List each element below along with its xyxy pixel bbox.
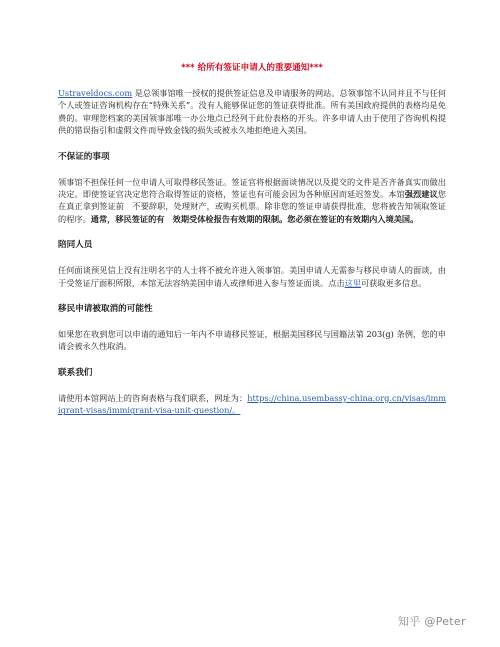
contact-paragraph (58, 392, 446, 417)
no-guarantee-text-1: 领事馆不担保任何一位申请人可取得移民签证。签证官将根据面谈情况以及提交的文件是否齐备真实而做出决定。即使签证官决定您符合取得签证的资格，签证也有可能会因为各种原因而延迟签发。本馆 (58, 176, 446, 200)
contact-heading: 联系我们 (58, 367, 93, 378)
intro-text: 是总领事馆唯一授权的提供签证信息及申请服务的网站。总领事馆不认同并且不与任何个人或签证咨询机构存在“特殊关系”。没有人能够保证您的签证获得批准。所有美国政府提供的表格均是免费的。审理您档案的美国领事部唯一办公地点已经列于此份表格的开头。许多申请人由于使用了咨询机构提供的错误指引和虚假文件而导致金钱的损失或被永久地拒绝进入美国。 (58, 88, 446, 136)
contact-url-link[interactable]: https://china.usembassy-china.org.cn/visas/immigrant-visas/immigrant-visa-unit-question/ (58, 392, 446, 416)
companions-heading: 陪同人员 (58, 240, 93, 251)
companions-paragraph (58, 264, 446, 289)
document-page (58, 62, 446, 417)
intro-paragraph (58, 87, 446, 137)
here-link[interactable]: 这里 (344, 277, 361, 288)
no-guarantee-paragraph (58, 176, 446, 226)
validity-note: 通常，移民签证的有 效期受体检报告有效期的限制。您必须在签证的有效期内入境美国。 (90, 213, 419, 224)
companions-text-after: 可获取更多信息。 (360, 277, 427, 288)
contact-text: 请使用本馆网站上的咨询表格与我们联系，网址为： (58, 392, 248, 403)
ustraveldocs-link[interactable]: Ustraveldocs.com (58, 88, 133, 98)
revocation-paragraph: 如果您在收到您可以申请的通知后一年内不申请移民签证，根据美国移民与国籍法第 203(g) 条例，您的申请会被永久性取消。 (58, 329, 446, 352)
no-guarantee-text-2: 您在真正拿到签证前 不要辞职，处理财产，或购买机票。除非您的签证申请获得批准，您将被告知领取签证的程序。 (58, 189, 446, 224)
strong-advice: 强烈建议 (404, 189, 438, 200)
companions-text: 任何面谈预见信上没有注明名字的人士将不被允许进入领事馆。美国申请人无需参与移民申请人的面谈，由于受签证厅面积所限，本馆无法容纳美国申请人或律师进入参与签证面谈。点击 (58, 265, 446, 288)
zhihu-watermark: 知乎 @Peter (398, 615, 466, 628)
contact-text-after: 。 (232, 405, 241, 416)
no-guarantee-heading: 不保证的事项 (58, 151, 110, 162)
revocation-heading: 移民申请被取消的可能性 (58, 304, 153, 315)
notice-title: *** 给所有签证申请人的重要通知*** (181, 63, 323, 73)
